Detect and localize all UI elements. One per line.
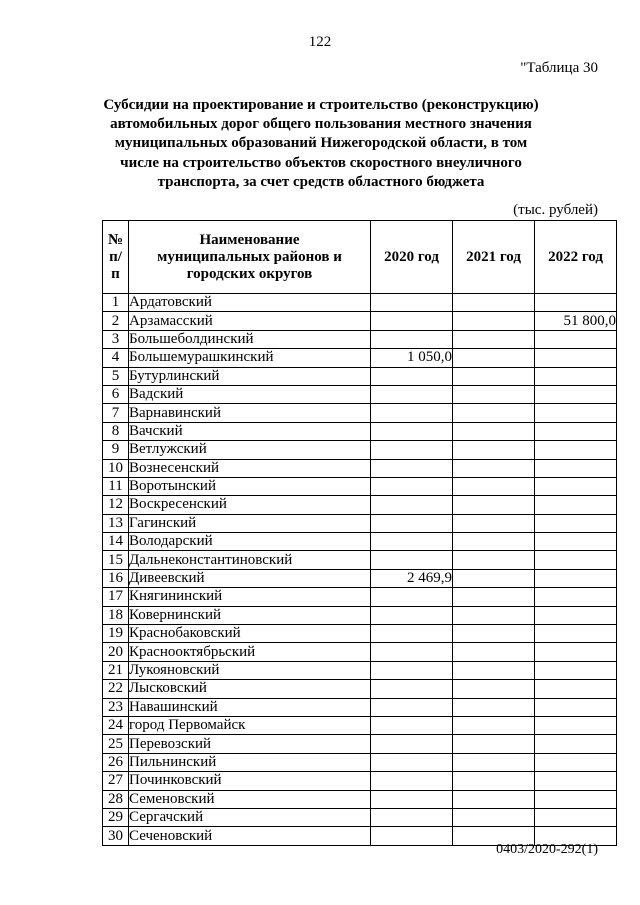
table-row	[103, 808, 617, 826]
table-number: "Таблица 30	[520, 60, 598, 76]
table-row	[103, 790, 617, 808]
value-2020	[371, 588, 453, 606]
district-name: Княгининский	[129, 588, 371, 606]
value-2020	[371, 790, 453, 808]
table-row	[103, 643, 617, 661]
header-number: № п/п	[103, 221, 129, 294]
table-row	[103, 385, 617, 403]
value-2022	[535, 588, 617, 606]
district-name: Дальнеконстантиновский	[129, 551, 371, 569]
row-number: 11	[103, 477, 129, 495]
value-2021	[453, 606, 535, 624]
value-2020	[371, 367, 453, 385]
value-2021	[453, 680, 535, 698]
value-2022	[535, 625, 617, 643]
header-2020: 2020 год	[371, 221, 453, 294]
value-2022	[535, 606, 617, 624]
row-number: 16	[103, 569, 129, 587]
value-2020	[371, 625, 453, 643]
row-number: 28	[103, 790, 129, 808]
table-row	[103, 551, 617, 569]
row-number: 1	[103, 294, 129, 312]
value-2020	[371, 330, 453, 348]
value-2022: 51 800,0	[535, 312, 617, 330]
value-2022	[535, 569, 617, 587]
value-2020: 1 050,0	[371, 349, 453, 367]
value-2020	[371, 716, 453, 734]
row-number: 20	[103, 643, 129, 661]
district-name: Краснобаковский	[129, 625, 371, 643]
value-2021	[453, 533, 535, 551]
value-2022	[535, 514, 617, 532]
district-name: Варнавинский	[129, 404, 371, 422]
value-2021	[453, 716, 535, 734]
value-2021	[453, 808, 535, 826]
value-2021	[453, 551, 535, 569]
table-row	[103, 477, 617, 495]
value-2021	[453, 422, 535, 440]
district-name: Вознесенский	[129, 459, 371, 477]
row-number: 2	[103, 312, 129, 330]
header-2021: 2021 год	[453, 221, 535, 294]
value-2021	[453, 698, 535, 716]
table-row	[103, 514, 617, 532]
value-2020	[371, 827, 453, 845]
row-number: 18	[103, 606, 129, 624]
district-name: Дивеевский	[129, 569, 371, 587]
value-2021	[453, 367, 535, 385]
value-2022	[535, 790, 617, 808]
value-2021	[453, 496, 535, 514]
row-number: 27	[103, 772, 129, 790]
value-2020	[371, 735, 453, 753]
table-row	[103, 533, 617, 551]
value-2020	[371, 294, 453, 312]
value-2020	[371, 680, 453, 698]
value-2022	[535, 477, 617, 495]
value-2022	[535, 367, 617, 385]
value-2022	[535, 459, 617, 477]
value-2022	[535, 441, 617, 459]
table-row	[103, 698, 617, 716]
value-2021	[453, 404, 535, 422]
value-2020	[371, 514, 453, 532]
table-row	[103, 349, 617, 367]
value-2020	[371, 404, 453, 422]
value-2020	[371, 698, 453, 716]
value-2021	[453, 753, 535, 771]
row-number: 13	[103, 514, 129, 532]
value-2022	[535, 349, 617, 367]
value-2020	[371, 551, 453, 569]
value-2021	[453, 588, 535, 606]
district-name: Воротынский	[129, 477, 371, 495]
district-name: Большемурашкинский	[129, 349, 371, 367]
row-number: 29	[103, 808, 129, 826]
document-code: 0403/2020-292(1)	[496, 842, 598, 857]
district-name: Сеченовский	[129, 827, 371, 845]
value-2021	[453, 477, 535, 495]
table-row	[103, 312, 617, 330]
district-name: Краснооктябрьский	[129, 643, 371, 661]
district-name: Вачский	[129, 422, 371, 440]
document-title: Субсидии на проектирование и строительство (реконструкцию) автомобильных дорог общего пользования местного значения муниципальных образований Нижегородской области, в том числе на строительство объектов скоростного внеуличного транспорта, за счет средств областного бюджета	[103, 97, 539, 190]
district-name: Перевозский	[129, 735, 371, 753]
value-2022	[535, 735, 617, 753]
table-row	[103, 367, 617, 385]
value-2020	[371, 422, 453, 440]
value-2020: 2 469,9	[371, 569, 453, 587]
value-2022	[535, 330, 617, 348]
district-name: Ардатовский	[129, 294, 371, 312]
value-2020	[371, 533, 453, 551]
value-2021	[453, 330, 535, 348]
district-name: Пильнинский	[129, 753, 371, 771]
district-name: Большеболдинский	[129, 330, 371, 348]
district-name: город Первомайск	[129, 716, 371, 734]
row-number: 30	[103, 827, 129, 845]
value-2021	[453, 643, 535, 661]
value-2022	[535, 294, 617, 312]
value-2021	[453, 312, 535, 330]
value-2022	[535, 496, 617, 514]
value-2020	[371, 753, 453, 771]
row-number: 9	[103, 441, 129, 459]
page-number: 122	[308, 34, 332, 50]
row-number: 12	[103, 496, 129, 514]
value-2022	[535, 404, 617, 422]
district-name: Володарский	[129, 533, 371, 551]
district-name: Лысковский	[129, 680, 371, 698]
value-2022	[535, 551, 617, 569]
value-2020	[371, 477, 453, 495]
value-2020	[371, 661, 453, 679]
value-2022	[535, 716, 617, 734]
table-row	[103, 404, 617, 422]
row-number: 24	[103, 716, 129, 734]
table-row	[103, 772, 617, 790]
table-row	[103, 588, 617, 606]
value-2022	[535, 753, 617, 771]
row-number: 8	[103, 422, 129, 440]
row-number: 14	[103, 533, 129, 551]
subsidies-table	[102, 220, 617, 846]
row-number: 26	[103, 753, 129, 771]
table-row	[103, 735, 617, 753]
table-row	[103, 459, 617, 477]
district-name: Починковский	[129, 772, 371, 790]
value-2020	[371, 441, 453, 459]
value-2022	[535, 680, 617, 698]
row-number: 5	[103, 367, 129, 385]
value-2021	[453, 790, 535, 808]
district-name: Бутурлинский	[129, 367, 371, 385]
value-2021	[453, 514, 535, 532]
row-number: 25	[103, 735, 129, 753]
value-2021	[453, 459, 535, 477]
row-number: 6	[103, 385, 129, 403]
table-row	[103, 422, 617, 440]
value-2020	[371, 312, 453, 330]
table-row	[103, 569, 617, 587]
value-2021	[453, 385, 535, 403]
value-2021	[453, 349, 535, 367]
table-row	[103, 716, 617, 734]
table-row	[103, 496, 617, 514]
value-2021	[453, 735, 535, 753]
table-row	[103, 661, 617, 679]
table-row	[103, 606, 617, 624]
value-2022	[535, 698, 617, 716]
value-2020	[371, 496, 453, 514]
row-number: 22	[103, 680, 129, 698]
value-2021	[453, 625, 535, 643]
value-2021	[453, 569, 535, 587]
value-2020	[371, 459, 453, 477]
value-2020	[371, 643, 453, 661]
value-2021	[453, 661, 535, 679]
district-name: Лукояновский	[129, 661, 371, 679]
value-2021	[453, 772, 535, 790]
value-2022	[535, 661, 617, 679]
district-name: Ковернинский	[129, 606, 371, 624]
district-name: Воскресенский	[129, 496, 371, 514]
value-2022	[535, 772, 617, 790]
district-name: Навашинский	[129, 698, 371, 716]
row-number: 17	[103, 588, 129, 606]
value-2021	[453, 441, 535, 459]
table-row	[103, 680, 617, 698]
value-2021	[453, 294, 535, 312]
district-name: Ветлужский	[129, 441, 371, 459]
value-2020	[371, 606, 453, 624]
row-number: 4	[103, 349, 129, 367]
table-row	[103, 625, 617, 643]
district-name: Сергачский	[129, 808, 371, 826]
unit-label: (тыс. рублей)	[513, 202, 598, 218]
row-number: 7	[103, 404, 129, 422]
row-number: 21	[103, 661, 129, 679]
row-number: 23	[103, 698, 129, 716]
district-name: Семеновский	[129, 790, 371, 808]
table-row	[103, 330, 617, 348]
row-number: 10	[103, 459, 129, 477]
table-header-row	[103, 221, 617, 294]
table-row	[103, 294, 617, 312]
district-name: Вадский	[129, 385, 371, 403]
value-2020	[371, 808, 453, 826]
value-2020	[371, 772, 453, 790]
value-2022	[535, 808, 617, 826]
value-2022	[535, 385, 617, 403]
value-2022	[535, 422, 617, 440]
district-name: Гагинский	[129, 514, 371, 532]
row-number: 3	[103, 330, 129, 348]
header-2022: 2022 год	[535, 221, 617, 294]
district-name: Арзамасский	[129, 312, 371, 330]
value-2022	[535, 643, 617, 661]
value-2020	[371, 385, 453, 403]
header-name: Наименование муниципальных районов и городских округов	[129, 221, 371, 294]
row-number: 15	[103, 551, 129, 569]
table-row	[103, 441, 617, 459]
value-2022	[535, 533, 617, 551]
table-row	[103, 753, 617, 771]
row-number: 19	[103, 625, 129, 643]
